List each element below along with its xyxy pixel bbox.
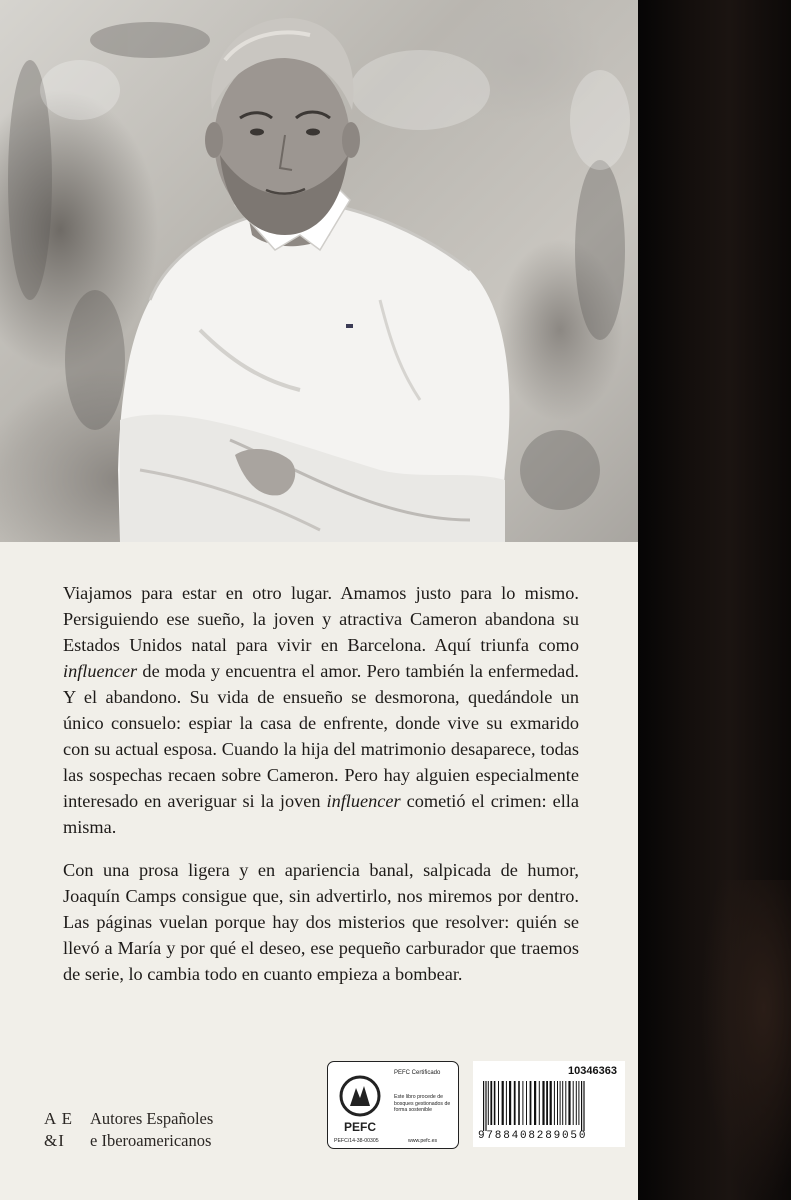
pefc-code: PEFC/14-38-00305: [334, 1138, 379, 1144]
barcode-bar: [554, 1081, 555, 1125]
barcode-bar: [539, 1081, 540, 1125]
barcode-bar: [518, 1081, 520, 1125]
barcode-bar: [502, 1081, 504, 1125]
publisher-name-line-1: Autores Españoles: [90, 1109, 214, 1128]
barcode-bar: [522, 1081, 523, 1125]
text-segment: Con una prosa ligera y en apariencia banal, salpicada de humor, Joaquín Camps consigue que, sin advertirlo, nos miremos por dentro. Las páginas vuelan porque hay dos misterios que resolver: quién se llevó a María y por qué el deseo, ese pequeño carburador que traemos de serie, lo cambia todo en cuanto empieza a bombear.: [63, 860, 579, 984]
pefc-tree-logo-icon: [336, 1074, 384, 1136]
barcode-bar: [542, 1081, 544, 1125]
barcode-bar: [562, 1081, 563, 1125]
spine-shadow: [700, 880, 791, 1200]
synopsis-paragraph-2: [63, 857, 579, 987]
author-photo-illustration: [0, 0, 638, 542]
synopsis-paragraph-1: [63, 580, 579, 840]
monogram-line-2: &I: [44, 1131, 65, 1150]
barcode-guard-bar: [485, 1081, 486, 1131]
pefc-certification-box: [327, 1061, 459, 1149]
barcode-bar: [573, 1081, 574, 1125]
barcode-bar: [490, 1081, 492, 1125]
isbn-number: 9788408289050: [478, 1130, 588, 1142]
text-segment: Viajamos para estar en otro lugar. Amamos justo para lo mismo. Persiguiendo ese sueño, la joven y atractiva Cameron abandona su Estados Unidos natal para vivir en Barcelona. Aquí triunfa como: [63, 583, 579, 655]
barcode-bar: [509, 1081, 511, 1125]
barcode-bar: [560, 1081, 561, 1125]
monogram-line-1: A E: [44, 1109, 73, 1128]
barcode-bar: [488, 1081, 489, 1125]
pefc-description: Este libro procede de bosques gestionados de forma sostenible: [394, 1094, 451, 1113]
barcode-bar: [530, 1081, 532, 1125]
text-segment: de moda y encuentra el amor. Pero también la enfermedad. Y el abandono. Su vida de ensueño se desmorona, quedándole un único consuelo: espiar la casa de enfrente, donde vive su exmarido con su actual esposa. Cuando la hija del matrimonio desaparece, todas las sospechas recaen sobre Cameron. Pero hay alguien especialmente interesado en averiguar si la joven: [63, 661, 579, 811]
isbn-barcode: [473, 1061, 625, 1147]
barcode-guard-bar: [583, 1081, 584, 1131]
barcode-guard-bar: [483, 1081, 484, 1131]
barcode-guard-bar: [581, 1081, 582, 1131]
barcode-bar: [514, 1081, 516, 1125]
barcode-bar: [557, 1081, 558, 1125]
text-segment-italic: influencer: [326, 791, 401, 811]
barcode-bar: [506, 1081, 507, 1125]
pefc-certified: PEFC Certificado: [394, 1070, 441, 1076]
barcode-bar: [578, 1081, 579, 1125]
synopsis: [63, 580, 579, 1004]
barcode-bar: [498, 1081, 499, 1125]
publisher-name: [90, 1108, 290, 1152]
barcode-bar: [568, 1081, 570, 1125]
barcode-bar: [526, 1081, 527, 1125]
barcode-bar: [576, 1081, 577, 1125]
barcode-bar: [494, 1081, 496, 1125]
text-segment-italic: influencer: [63, 661, 138, 681]
barcode-bar: [550, 1081, 552, 1125]
publisher-name-line-2: e Iberoamericanos: [90, 1131, 212, 1150]
publisher-monogram: [44, 1108, 80, 1152]
product-code: 10346363: [568, 1065, 617, 1077]
barcode-bar: [546, 1081, 548, 1125]
pefc-logo-text: PEFC: [343, 1120, 377, 1134]
text-segment: cometió el crimen: ella misma.: [63, 791, 579, 837]
barcode-bar: [534, 1081, 536, 1125]
author-photo: [0, 0, 638, 542]
pefc-website: www.pefc.es: [408, 1138, 438, 1144]
barcode-bar: [565, 1081, 566, 1125]
barcode-bars: [483, 1081, 615, 1131]
